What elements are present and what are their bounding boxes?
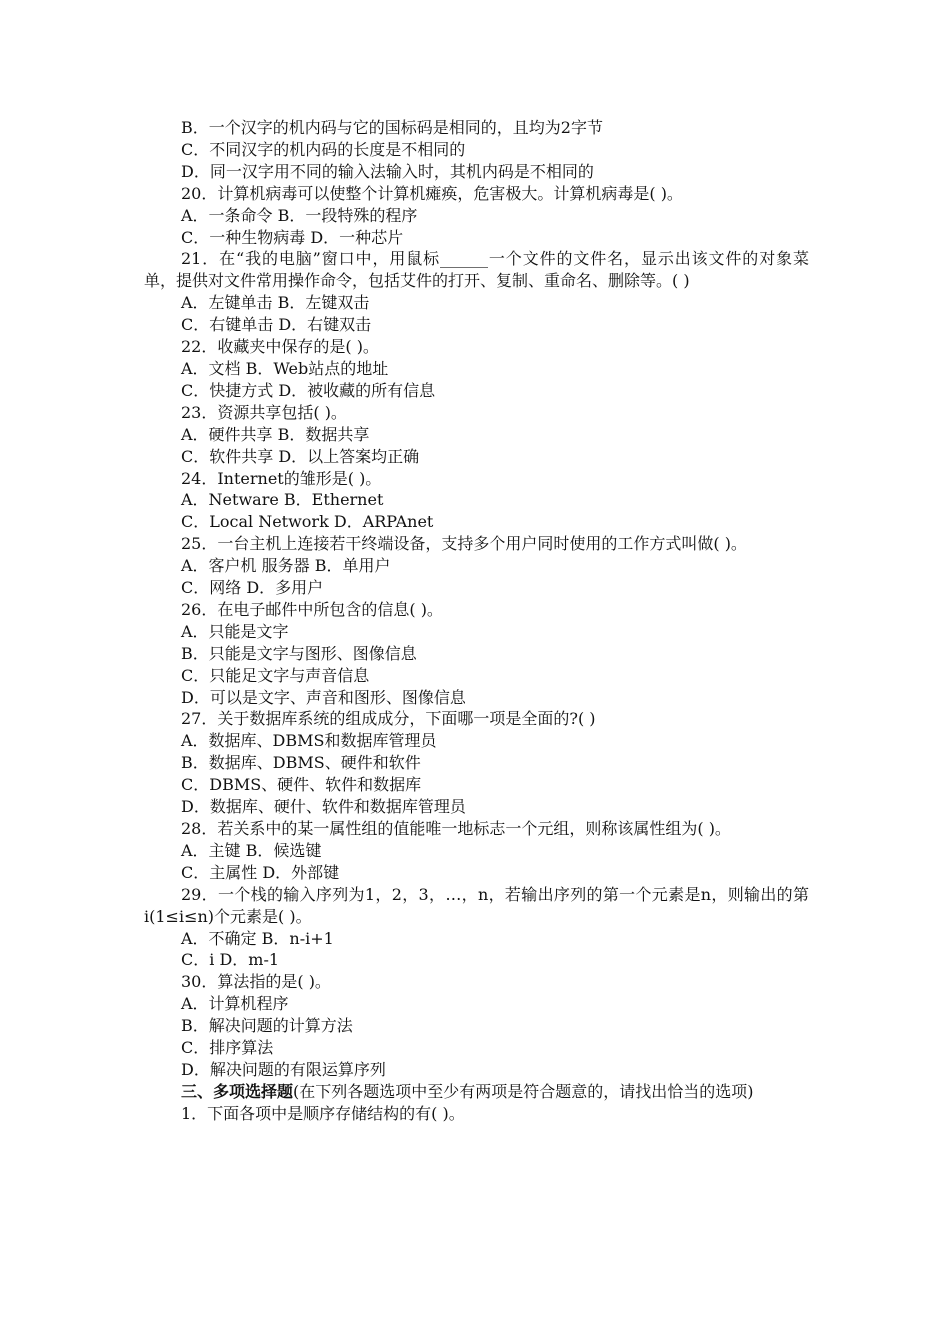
option-30-b: B．解决问题的计算方法 bbox=[181, 1016, 353, 1036]
options-23-cd: C．软件共享 D．以上答案均正确 bbox=[181, 446, 420, 466]
option-27-c: C．DBMS、硬件、软件和数据库 bbox=[181, 775, 422, 795]
line-b-jineima: B．一个汉字的机内码与它的国标码是相同的，且均为2字节 bbox=[181, 118, 603, 137]
options-24-cd: C．Local Network D．ARPAnet bbox=[181, 512, 434, 532]
option-26-b: B．只能是文字与图形、图像信息 bbox=[181, 643, 417, 663]
option-27-a: A．数据库、DBMS和数据库管理员 bbox=[181, 731, 437, 751]
question-29: 29．一个栈的输入序列为1，2，3，…，n，若输出序列的第一个元素是n，则输出的第i(1≤i≤n)个元素是( )。 bbox=[144, 884, 809, 926]
option-26-c: C．只能足文字与声音信息 bbox=[181, 665, 370, 685]
option-26-d: D．可以是文字、声音和图形、图像信息 bbox=[181, 687, 466, 707]
question-30: 30．算法指的是( )。 bbox=[181, 972, 331, 992]
question-21: 21．在“我的电脑”窗口中，用鼠标______一个文件的文件名，显示出该文件的对象菜单，提供对文件常用操作命令，包括艾件的打开、复制、重命名、删除等。( ) bbox=[144, 249, 809, 291]
question-27: 27．关于数据库系统的组成成分，下面哪一项是全面的?( ) bbox=[181, 709, 596, 729]
options-24-ab: A．Netware B．Ethernet bbox=[181, 490, 384, 510]
option-27-b: B．数据库、DBMS、硬件和软件 bbox=[181, 753, 421, 773]
question-23: 23．资源共享包括( )。 bbox=[181, 402, 347, 422]
options-28-cd: C．主属性 D．外部键 bbox=[181, 862, 340, 882]
section-title: 三、多项选择题 bbox=[181, 1081, 294, 1101]
option-30-d: D．解决问题的有限运算序列 bbox=[181, 1059, 386, 1079]
options-23-ab: A．硬件共享 B．数据共享 bbox=[181, 424, 370, 444]
question-25: 25．一台主机上连接若干终端设备，支持多个用户同时使用的工作方式叫做( )。 bbox=[181, 534, 747, 554]
document-page bbox=[144, 117, 809, 1125]
line-d-jineima: D．同一汉字用不同的输入法输入时，其机内码是不相同的 bbox=[181, 161, 594, 181]
question-20: 20．计算机病毒可以使整个计算机瘫痪，危害极大。计算机病毒是( )。 bbox=[181, 183, 683, 203]
options-25-cd: C．网络 D．多用户 bbox=[181, 578, 324, 598]
options-22-cd: C．快捷方式 D．被收藏的所有信息 bbox=[181, 380, 436, 400]
question-22: 22．收藏夹中保存的是( )。 bbox=[181, 337, 379, 357]
option-30-a: A．计算机程序 bbox=[181, 994, 289, 1014]
question-24: 24．Internet的雏形是( )。 bbox=[181, 468, 382, 488]
options-21-cd: C．右键单击 D．右键双击 bbox=[181, 315, 372, 335]
options-28-ab: A．主键 B．候选键 bbox=[181, 840, 322, 860]
options-20-ab: A．一条命令 B．一段特殊的程序 bbox=[181, 205, 418, 225]
multi-question-1: 1．下面各项中是顺序存储结构的有( )。 bbox=[181, 1103, 465, 1123]
question-26: 26．在电子邮件中所包含的信息( )。 bbox=[181, 599, 443, 619]
options-29-ab: A．不确定 B．n-i+1 bbox=[181, 928, 334, 948]
section-heading-multiple-choice bbox=[144, 1081, 809, 1103]
options-29-cd: C．i D．m-1 bbox=[181, 950, 280, 970]
option-30-c: C．排序算法 bbox=[181, 1038, 274, 1058]
option-26-a: A．只能是文字 bbox=[181, 621, 289, 641]
option-27-d: D．数据库、硬什、软件和数据库管理员 bbox=[181, 797, 466, 817]
options-20-cd: C．一种生物病毒 D．一种芯片 bbox=[181, 227, 404, 247]
options-22-ab: A．文档 B．Web站点的地址 bbox=[181, 358, 389, 378]
section-note: (在下列各题选项中至少有两项是符合题意的，请找出恰当的选项) bbox=[293, 1081, 754, 1101]
line-c-jineima: C．不同汉字的机内码的长度是不相同的 bbox=[181, 139, 466, 159]
question-28: 28．若关系中的某一属性组的值能唯一地标志一个元组，则称该属性组为( )。 bbox=[181, 819, 731, 838]
options-21-ab: A．左键单击 B．左键双击 bbox=[181, 293, 370, 313]
options-25-ab: A．客户机 服务器 B．单用户 bbox=[181, 556, 391, 576]
